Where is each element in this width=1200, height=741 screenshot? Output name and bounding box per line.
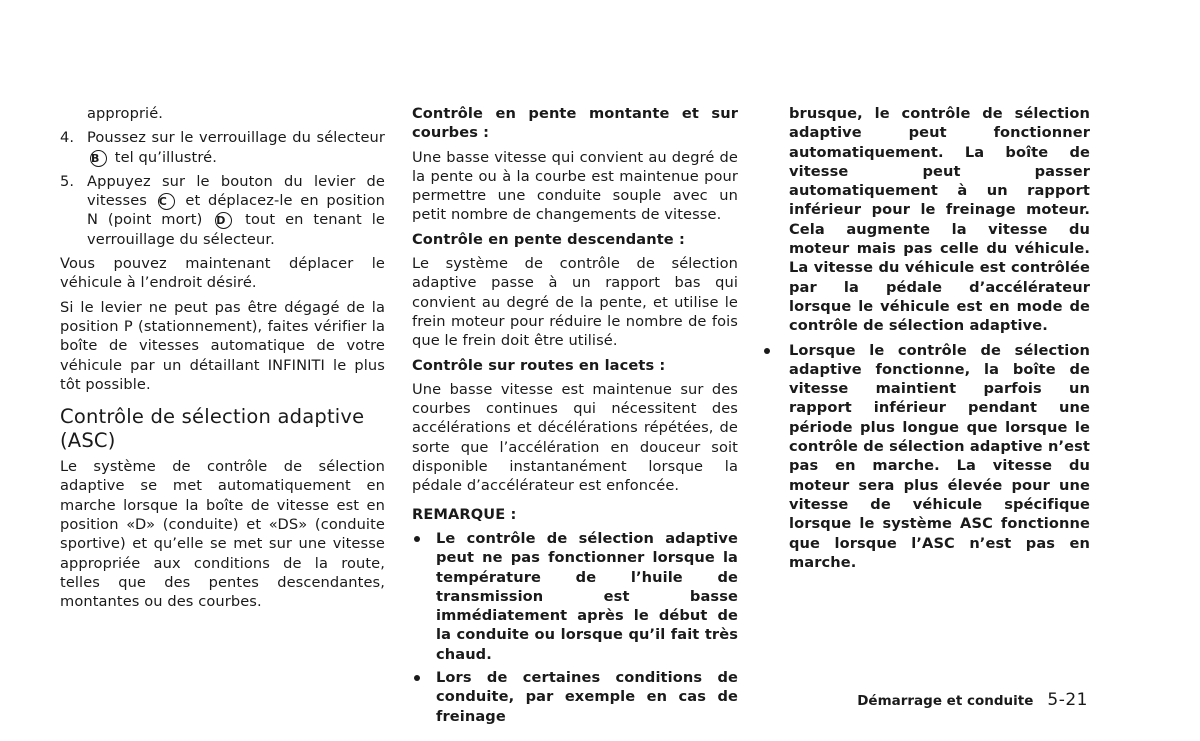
- note-bullet-2: [412, 668, 738, 726]
- step-5-text-a: Appuyez sur le bouton du levier de vitesses: [87, 172, 385, 210]
- bullet-dot-icon: [412, 668, 436, 726]
- note-bullet-2-text: Lors de certaines conditions de conduite, par exemple en cas de freinage: [436, 669, 738, 725]
- bullet-dot-icon: [412, 529, 436, 664]
- note-bullet-3: [762, 341, 1090, 573]
- step-5-text-c: tout en tenant le verrouillage du sélecteur.: [87, 211, 385, 248]
- page-number: 5-21: [1047, 690, 1088, 710]
- step-4: [60, 128, 385, 167]
- column-left: [60, 104, 385, 617]
- column-right: [789, 104, 1090, 576]
- note-heading: REMARQUE :: [412, 505, 517, 523]
- callout-c-icon: C: [158, 193, 175, 210]
- paragraph-asc-intro: Le système de contrôle de sélection adaptive se met automatiquement en marche lorsque la boîte de vitesse est en position «D» (conduite) et «DS» (conduite sportive) et qu’elle se met sur une vitesse appropriée aux conditions de la route, telles que des pentes descendantes, montantes ou des courbes.: [60, 458, 385, 611]
- subheading-winding-roads: Contrôle sur routes en lacets :: [412, 356, 666, 374]
- note-bullet-1: [412, 529, 738, 664]
- column-middle: [412, 104, 738, 730]
- page-footer: [857, 690, 1088, 710]
- subheading-uphill: Contrôle en pente montante et sur courbes :: [412, 105, 738, 142]
- paragraph-downhill: Le système de contrôle de sélection adaptive passe à un rapport bas qui convient au degré de la pente, et utilise le frein moteur pour réduire le nombre de fois que le frein doit être utilisé.: [412, 255, 738, 350]
- callout-b-icon: B: [90, 150, 107, 167]
- step-5-text-b: et déplacez-le en position N (point mort): [87, 192, 385, 229]
- section-title-asc: Contrôle de sélection adaptive (ASC): [60, 405, 365, 452]
- note-bullet-2-continuation: brusque, le contrôle de sélection adaptive peut fonctionner automatiquement. La boîte de vitesse peut passer automatiquement à un rapport inférieur pour le freinage moteur. Cela augmente la vitesse du moteur mais pas celle du véhicule. La vitesse du véhicule est contrôlée par la pédale d’accélérateur lorsque le véhicule est en mode de contrôle de sélection adaptive.: [789, 105, 1090, 335]
- step-4-text-a: Poussez sur le verrouillage du sélecteur: [87, 129, 385, 147]
- subheading-downhill: Contrôle en pente descendante :: [412, 230, 685, 248]
- paragraph-uphill: Une basse vitesse qui convient au degré de la pente ou à la courbe est maintenue pour permettre une conduite souple avec un petit nombre de changements de vitesse.: [412, 148, 738, 224]
- step-5-number: 5.: [60, 172, 75, 190]
- paragraph-lever-stuck: Si le levier ne peut pas être dégagé de la position P (stationnement), faites vérifier la boîte de vitesses automatique de votre véhicule par un détaillant INFINITI le plus tôt possible.: [60, 298, 385, 393]
- step-4-number: 4.: [60, 129, 75, 147]
- paragraph-move-vehicle: Vous pouvez maintenant déplacer le véhicule à l’endroit désiré.: [60, 255, 385, 292]
- note-bullet-1-text: Le contrôle de sélection adaptive peut ne pas fonctionner lorsque la température de l’huile de transmission est basse immédiatement après le début de la conduite ou lorsque qu’il fait très chaud.: [436, 529, 738, 663]
- callout-d-icon: D: [215, 212, 232, 229]
- step3-continuation: approprié.: [87, 105, 164, 122]
- step-5: [60, 172, 385, 249]
- note-bullet-3-text: Lorsque le contrôle de sélection adaptive fonctionne, la boîte de vitesse maintient parfois un rapport inférieur pendant une période plus longue que lorsque le contrôle de sélection adaptive n’est pas en marche. La vitesse du moteur sera plus élevée pour une vitesse de véhicule spécifique lorsque le système ASC fonctionne que lorsque l’ASC n’est pas en marche.: [789, 341, 1090, 571]
- paragraph-winding-roads: Une basse vitesse est maintenue sur des courbes continues qui nécessitent des accélérations et décélérations répétées, de sorte que l’accélération en douceur soit disponible instantanément lorsque la pédale d’accélérateur est enfoncée.: [412, 380, 738, 495]
- step-4-text-b: tel qu’illustré.: [114, 148, 217, 166]
- chapter-title: Démarrage et conduite: [857, 693, 1034, 709]
- bullet-dot-icon: [762, 341, 789, 573]
